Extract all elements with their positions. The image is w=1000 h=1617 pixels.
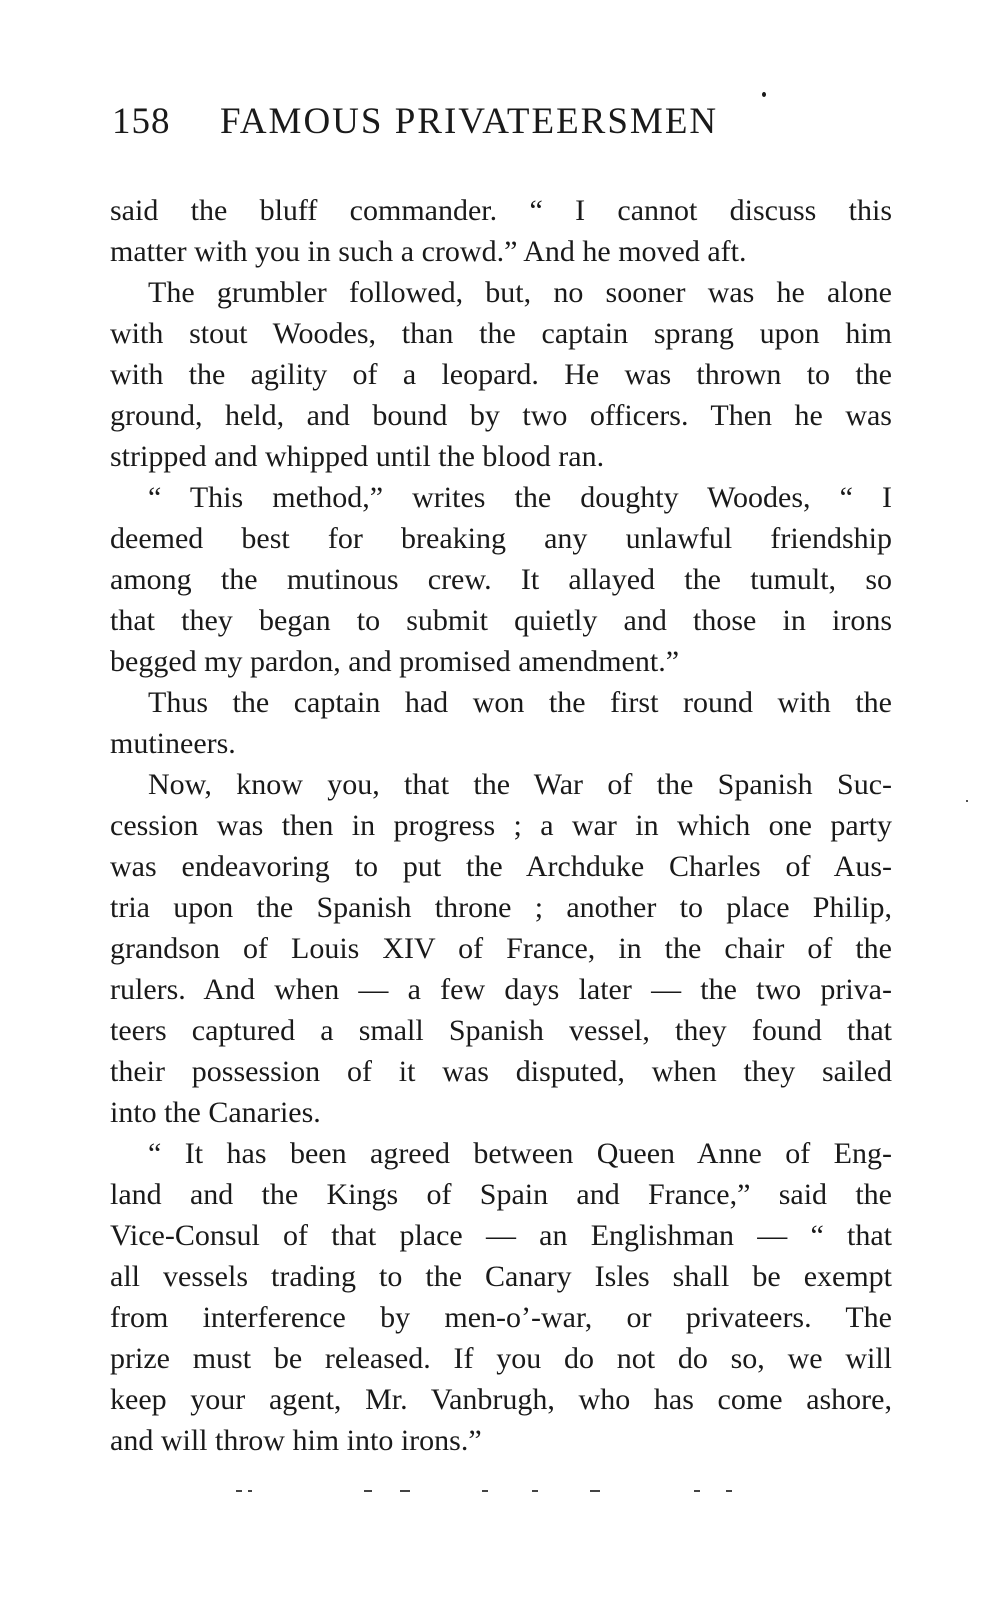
bleed-mark bbox=[694, 1490, 700, 1492]
page-number: 158 bbox=[112, 101, 171, 142]
text-line: Vice-Consul of that place — an Englishman — “ that bbox=[110, 1219, 892, 1252]
page-header bbox=[112, 100, 792, 156]
text-line: begged my pardon, and promised amendment.” bbox=[110, 645, 680, 678]
text-line: grandson of Louis XIV of France, in the chair of the bbox=[110, 932, 892, 965]
paragraph-first-line: “ This method,” writes the doughty Woodes, “ I bbox=[148, 481, 892, 514]
text-line: among the mutinous crew. It allayed the tumult, so bbox=[110, 563, 892, 596]
text-line: and will throw him into irons.” bbox=[110, 1424, 482, 1457]
text-line: deemed best for breaking any unlawful friendship bbox=[110, 522, 892, 555]
print-speck bbox=[762, 92, 766, 97]
text-line: land and the Kings of Spain and France,” said the bbox=[110, 1178, 892, 1211]
paragraph-first-line: Now, know you, that the War of the Spanish Suc- bbox=[148, 768, 892, 801]
text-line: with the agility of a leopard. He was thrown to the bbox=[110, 358, 892, 391]
bleed-mark bbox=[236, 1490, 242, 1492]
bottom-bleed-marks bbox=[236, 1490, 746, 1496]
text-line: said the bluff commander. “ I cannot discuss this bbox=[110, 194, 892, 227]
text-line: that they began to submit quietly and those in irons bbox=[110, 604, 892, 637]
text-line: with stout Woodes, than the captain sprang upon him bbox=[110, 317, 892, 350]
text-line: from interference by men-o’-war, or privateers. The bbox=[110, 1301, 892, 1334]
text-line: ground, held, and bound by two officers. Then he was bbox=[110, 399, 892, 432]
text-line: mutineers. bbox=[110, 727, 236, 760]
bleed-mark bbox=[726, 1490, 732, 1492]
text-line: tria upon the Spanish throne ; another to place Philip, bbox=[110, 891, 892, 924]
text-line: rulers. And when — a few days later — the two priva- bbox=[110, 973, 892, 1006]
text-line: into the Canaries. bbox=[110, 1096, 321, 1129]
text-line: matter with you in such a crowd.” And he moved aft. bbox=[110, 235, 747, 268]
bleed-mark bbox=[590, 1490, 600, 1492]
text-line: stripped and whipped until the blood ran. bbox=[110, 440, 605, 473]
paragraph-first-line: “ It has been agreed between Queen Anne of Eng- bbox=[148, 1137, 892, 1170]
bleed-mark bbox=[248, 1490, 252, 1492]
text-line: prize must be released. If you do not do so, we will bbox=[110, 1342, 892, 1375]
bleed-mark bbox=[482, 1490, 488, 1492]
bleed-mark bbox=[364, 1490, 372, 1492]
bleed-mark bbox=[532, 1490, 538, 1492]
running-head: FAMOUS PRIVATEERSMEN bbox=[220, 101, 719, 142]
text-line: cession was then in progress ; a war in which one party bbox=[110, 809, 892, 842]
bleed-mark bbox=[400, 1490, 410, 1492]
text-line: teers captured a small Spanish vessel, they found that bbox=[110, 1014, 892, 1047]
text-line: was endeavoring to put the Archduke Charles of Aus- bbox=[110, 850, 892, 883]
text-line: keep your agent, Mr. Vanbrugh, who has come ashore, bbox=[110, 1383, 892, 1416]
paragraph-first-line: The grumbler followed, but, no sooner was he alone bbox=[148, 276, 892, 309]
paragraph-first-line: Thus the captain had won the first round with the bbox=[148, 686, 892, 719]
print-speck bbox=[966, 800, 968, 802]
text-line: all vessels trading to the Canary Isles shall be exempt bbox=[110, 1260, 892, 1293]
text-line: their possession of it was disputed, when they sailed bbox=[110, 1055, 892, 1088]
